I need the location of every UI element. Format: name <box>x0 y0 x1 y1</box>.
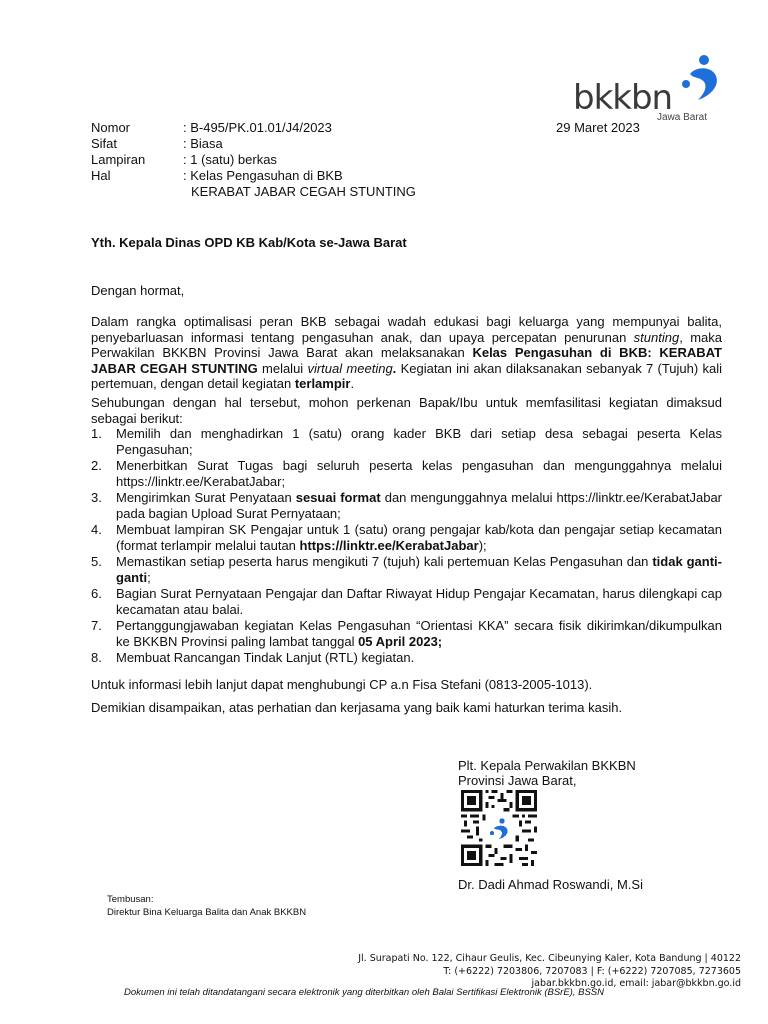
list-text: ; <box>147 569 151 585</box>
list-number: 2. <box>91 458 102 473</box>
tembusan-item: Direktur Bina Keluarga Balita dan Anak BKKBN <box>107 907 307 918</box>
body-text: . <box>350 376 355 391</box>
list-text: Memilih dan menghadirkan 1 (satu) orang kader BKB dari setiap desa sebagai peserta Kelas Pengasuhan; <box>116 426 722 457</box>
qr-code-icon <box>461 790 537 866</box>
tembusan-label: Tembusan: <box>107 894 154 905</box>
list-link-bold: https://linktr.ee/KerabatJabar <box>299 537 479 553</box>
footer-web-line: jabar.bkkbn.go.id, email: jabar@bkkbn.go.id <box>531 978 741 989</box>
list-text: Pertanggungjawaban kegiatan Kelas Pengasuhan “Orientasi KKA” secara fisik dikirimkan/dikumpulkan ke BKKBN Provinsi paling lambat tanggal <box>116 618 722 649</box>
signature-title-line: Provinsi Jawa Barat, <box>458 773 577 788</box>
meta-value: : 1 (satu) berkas <box>183 152 277 167</box>
body-text-italic: stunting <box>633 329 680 345</box>
closing-paragraph: Demikian disampaikan, atas perhatian dan kerjasama yang baik kami haturkan terima kasih. <box>91 700 623 715</box>
list-item <box>91 618 722 649</box>
logo-subtitle: Jawa Barat <box>657 112 708 123</box>
body-text: , maka Perwakilan BKKBN Provinsi Jawa Barat akan melaksanakan <box>91 329 722 360</box>
list-item <box>91 650 722 666</box>
list-number: 5. <box>91 554 102 569</box>
list-text: Memastikan setiap peserta harus mengikuti 7 (tujuh) kali pertemuan Kelas Pengasuhan dan <box>116 554 653 569</box>
meta-label: Nomor <box>91 120 131 135</box>
list-item <box>91 458 722 489</box>
list-number: 7. <box>91 618 102 633</box>
list-text: dan mengunggahnya melalui https://linktr.ee/KerabatJabar pada bagian Upload Surat Pernyataan; <box>116 490 722 521</box>
list-number: 6. <box>91 586 102 601</box>
body-paragraph-1 <box>91 314 722 392</box>
list-text: Mengirimkan Surat Penyataan <box>116 490 296 505</box>
meta-value: : Kelas Pengasuhan di BKB <box>183 168 343 183</box>
contact-paragraph: Untuk informasi lebih lanjut dapat menghubungi CP a.n Fisa Stefani (0813-2005-1013). <box>91 677 593 692</box>
list-text-bold: sesuai format <box>295 490 381 505</box>
list-item <box>91 490 722 521</box>
meta-value: KERABAT JABAR CEGAH STUNTING <box>191 184 416 199</box>
list-text: ); <box>478 537 487 553</box>
list-text-bold: tidak ganti-ganti <box>116 554 722 585</box>
body-text-bold: terlampir <box>294 376 351 391</box>
list-item <box>91 586 722 617</box>
footer-address-line: Jl. Surapati No. 122, Cihaur Geulis, Kec. Cibeunying Kaler, Kota Bandung | 40122 <box>358 953 741 964</box>
footer-phone-line: T: (+6222) 7203806, 7207083 | F: (+6222) 7207085, 7273605 <box>443 965 741 977</box>
event-name: Kelas Pengasuhan di BKB: KERABAT JABAR CEGAH STUNTING <box>91 345 722 376</box>
list-item <box>91 554 722 585</box>
signer-name: Dr. Dadi Ahmad Roswandi, M.Si <box>458 877 643 892</box>
list-text: Membuat lampiran SK Pengajar untuk 1 (satu) orang pengajar kab/kota dan pengajar setiap kecamatan (format terlampir melalui tautan <box>116 522 722 553</box>
tembusan <box>107 893 306 919</box>
list-item <box>91 522 722 553</box>
meta-value: : Biasa <box>183 136 223 151</box>
bkkbn-logo-mark-icon <box>672 52 732 112</box>
list-number: 1. <box>91 426 102 441</box>
letter-date: 29 Maret 2023 <box>556 120 640 135</box>
list-item <box>91 426 722 457</box>
list-number: 3. <box>91 490 102 505</box>
list-text: Bagian Surat Pernyataan Pengajar dan Daftar Riwayat Hidup Pengajar Kecamatan, harus dilengkapi cap kecamatan atau balai. <box>116 586 722 617</box>
meta-label: Sifat <box>91 136 118 151</box>
bkkbn-logo-text: bkkbn <box>573 78 673 118</box>
footer-address <box>358 953 741 991</box>
list-text-bold: 05 April 2023; <box>358 633 443 649</box>
footer-esign-note: Dokumen ini telah ditandatangani secara elektronik yang diterbitkan oleh Balai Sertifikasi Elektronik (BSrE), BSSN <box>124 987 604 998</box>
salutation: Dengan hormat, <box>91 283 185 298</box>
instruction-list <box>91 426 722 667</box>
list-number: 4. <box>91 522 102 537</box>
signature-title <box>458 758 636 788</box>
signature-title-line: Plt. Kepala Perwakilan BKKBN <box>458 758 636 773</box>
body-text-italic: virtual meeting <box>307 360 393 376</box>
body-text: Kegiatan ini akan dilaksanakan sebanyak 7 (Tujuh) kali pertemuan, dengan detail kegiatan <box>91 360 722 391</box>
meta-label: Lampiran <box>91 152 146 167</box>
body-paragraph-2: Sehubungan dengan hal tersebut, mohon perkenan Bapak/Ibu untuk memfasilitasi kegiatan dimaksud sebagai berikut: <box>91 395 722 426</box>
list-text: Menerbitkan Surat Tugas bagi seluruh peserta kelas pengasuhan dan mengunggahnya melalui https://linktr.ee/KerabatJabar; <box>116 458 722 489</box>
meta-label: Hal <box>91 168 111 183</box>
meta-value: : B-495/PK.01.01/J4/2023 <box>183 120 332 135</box>
body-text: Dalam rangka optimalisasi peran BKB sebagai wadah edukasi bagi keluarga yang mempunyai balita, penyebarluasan informasi tentang pengasuhan anak, dan upaya percepatan penurunan <box>91 314 722 345</box>
list-number: 8. <box>91 650 102 665</box>
list-text: Membuat Rancangan Tindak Lanjut (RTL) kegiatan. <box>116 650 415 665</box>
body-text-bold: . <box>392 360 397 376</box>
addressee: Yth. Kepala Dinas OPD KB Kab/Kota se-Jawa Barat <box>91 235 407 250</box>
body-text: melalui <box>257 360 308 376</box>
